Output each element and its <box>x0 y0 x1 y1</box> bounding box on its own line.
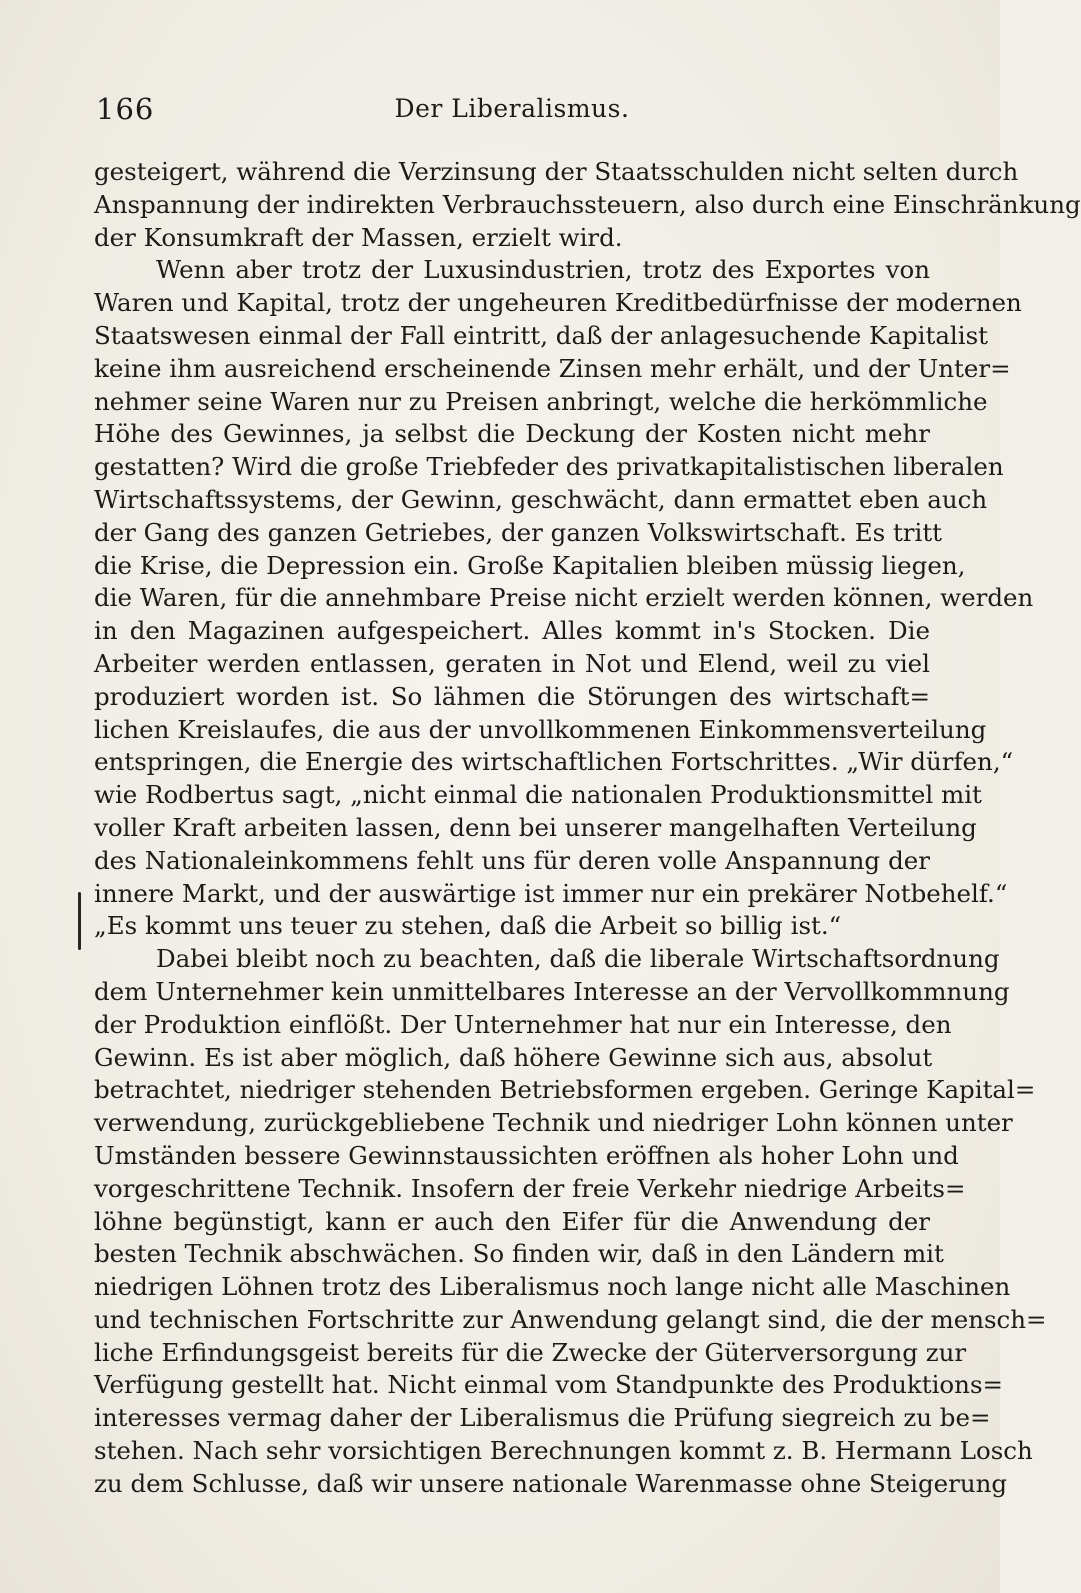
text-line: besten Technik abschwächen. So finden wir, daß in den Ländern mit <box>94 1239 944 1269</box>
text-line: des Nationaleinkommens fehlt uns für deren volle Anspannung der <box>94 845 930 875</box>
text-line: Staatswesen einmal der Fall eintritt, daß der anlagesuchende Kapitalist <box>94 320 989 350</box>
text-line: Umständen bessere Gewinnstaussichten eröffnen als hoher Lohn und <box>94 1140 959 1170</box>
text-line: wie Rodbertus sagt, „nicht einmal die nationalen Produktionsmittel mit <box>94 780 982 810</box>
text-line: niedrigen Löhnen trotz des Liberalismus noch lange nicht alle Maschinen <box>94 1272 1011 1302</box>
text-line: entspringen, die Energie des wirtschaftlichen Fortschrittes. „Wir dürfen,“ <box>94 747 1014 777</box>
body-text <box>94 156 1081 1501</box>
text-line: Gewinn. Es ist aber möglich, daß höhere Gewinne sich aus, absolut <box>94 1042 933 1072</box>
text-line: die Krise, die Depression ein. Große Kapitalien bleiben müssig liegen, <box>94 550 966 580</box>
text-line: der Konsumkraft der Massen, erzielt wird. <box>94 222 623 252</box>
text-line: betrachtet, niedriger stehenden Betriebsformen ergeben. Geringe Kapital= <box>94 1075 1036 1105</box>
text-line: die Waren, für die annehmbare Preise nicht erzielt werden können, werden <box>94 583 1034 613</box>
page-header <box>96 92 928 132</box>
text-line: in den Magazinen aufgespeichert. Alles kommt in's Stocken. Die <box>94 616 930 646</box>
text-line: Anspannung der indirekten Verbrauchssteuern, also durch eine Einschränkung <box>94 189 1081 219</box>
text-line: lichen Kreislaufes, die aus der unvollkommenen Einkommensverteilung <box>94 714 987 744</box>
text-line: liche Erfindungsgeist bereits für die Zwecke der Güterversorgung zur <box>94 1337 967 1367</box>
text-line: löhne begünstigt, kann er auch den Eifer für die Anwendung der <box>94 1206 930 1236</box>
text-line: der Gang des ganzen Getriebes, der ganzen Volkswirtschaft. Es tritt <box>94 517 943 547</box>
text-line: Wenn aber trotz der Luxusindustrien, trotz des Exportes von <box>156 255 930 285</box>
text-line: Wirtschaftssystems, der Gewinn, geschwächt, dann ermattet eben auch <box>94 484 988 514</box>
text-line: Dabei bleibt noch zu beachten, daß die liberale Wirtschaftsordnung <box>156 944 1000 974</box>
text-line: „Es kommt uns teuer zu stehen, daß die Arbeit so billig ist.“ <box>94 911 842 941</box>
text-line: stehen. Nach sehr vorsichtigen Berechnungen kommt z. B. Hermann Losch <box>94 1436 1033 1466</box>
text-line: gesteigert, während die Verzinsung der Staatsschulden nicht selten durch <box>94 157 1019 186</box>
running-head: Der Liberalismus. <box>394 94 630 123</box>
text-line: Verfügung gestellt hat. Nicht einmal vom Standpunkte des Produktions= <box>94 1370 1004 1400</box>
margin-pencil-mark <box>78 892 81 950</box>
text-line: interesses vermag daher der Liberalismus die Prüfung siegreich zu be= <box>94 1403 991 1433</box>
text-line: der Produktion einflößt. Der Unternehmer hat nur ein Interesse, den <box>94 1009 952 1039</box>
text-line: keine ihm ausreichend erscheinende Zinsen mehr erhält, und der Unter= <box>94 353 1011 383</box>
text-line: und technischen Fortschritte zur Anwendung gelangt sind, die der mensch= <box>94 1304 1047 1334</box>
text-line: dem Unternehmer kein unmittelbares Interesse an der Vervollkommnung <box>94 976 1010 1006</box>
page-number: 166 <box>96 92 155 126</box>
text-line: Waren und Kapital, trotz der ungeheuren Kreditbedürfnisse der modernen <box>94 288 1022 318</box>
text-line: vorgeschrittene Technik. Insofern der freie Verkehr niedrige Arbeits= <box>94 1173 966 1203</box>
text-line: voller Kraft arbeiten lassen, denn bei unserer mangelhaften Verteilung <box>94 812 977 842</box>
text-line: nehmer seine Waren nur zu Preisen anbringt, welche die herkömmliche <box>94 386 988 416</box>
text-line: zu dem Schlusse, daß wir unsere nationale Warenmasse ohne Steigerung <box>94 1468 1008 1498</box>
text-line: Höhe des Gewinnes, ja selbst die Deckung der Kosten nicht mehr <box>94 419 930 449</box>
text-line: verwendung, zurückgebliebene Technik und niedriger Lohn können unter <box>94 1108 1013 1138</box>
text-line: gestatten? Wird die große Triebfeder des privatkapitalistischen liberalen <box>94 452 1004 482</box>
text-line: innere Markt, und der auswärtige ist immer nur ein prekärer Notbehelf.“ <box>94 878 1008 908</box>
text-line: produziert worden ist. So lähmen die Störungen des wirtschaft= <box>94 681 930 711</box>
text-line: Arbeiter werden entlassen, geraten in Not und Elend, weil zu viel <box>94 648 930 678</box>
